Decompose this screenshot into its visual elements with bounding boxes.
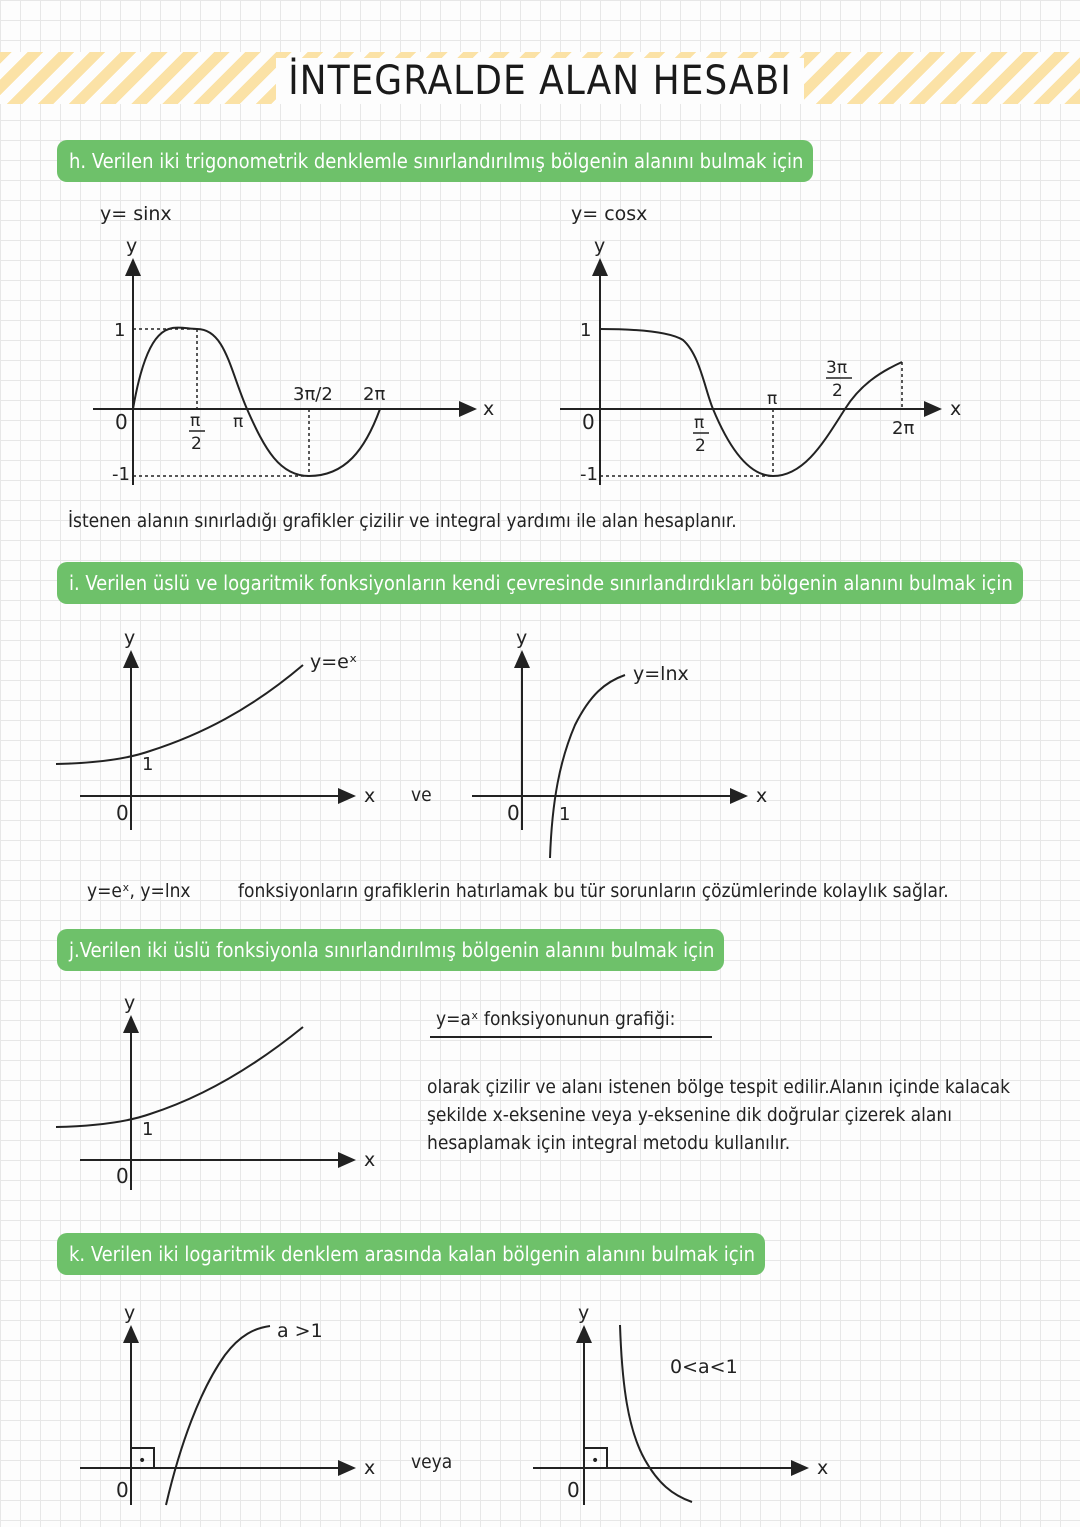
section-h-heading: h. Verilen iki trigonometrik denklemle sınırlandırılmış bölgenin alanını bulmak için <box>57 140 813 182</box>
log2-y-label: y <box>578 1302 590 1324</box>
ax-graph <box>0 985 400 1205</box>
ln-one-label: 1 <box>559 804 571 825</box>
sin-x-label: x <box>483 398 495 420</box>
sin-pi-half-num: π <box>190 411 201 431</box>
cos-neg-one-label: -1 <box>580 464 598 485</box>
section-j-paragraph-line-1: olarak çizilir ve alanı istenen bölge tespit edilir.Alanın içinde kalacak <box>427 1076 1010 1098</box>
sin-two-pi-label: 2π <box>363 384 386 405</box>
page-title <box>0 58 1080 104</box>
section-j-graph-label: y=aˣ fonksiyonunun grafiği: <box>436 1008 676 1030</box>
log1-cond-label: a >1 <box>277 1320 323 1342</box>
ax-x-label: x <box>364 1149 376 1171</box>
sin-three-pi-half-label: 3π/2 <box>293 384 333 405</box>
section-i-note: fonksiyonların grafiklerin hatırlamak bu tür sorunların çözümlerinde kolaylık sağlar. <box>238 880 949 902</box>
cos-y-label: y <box>594 235 606 257</box>
section-j-paragraph-line-2: şekilde x-eksenine veya y-eksenine dik doğrular çizerek alanı <box>427 1104 952 1126</box>
cos-zero-label: 0 <box>582 410 595 434</box>
exp-one-label: 1 <box>142 754 154 775</box>
cos-three-pi-half-den: 2 <box>832 381 843 401</box>
sin-zero-label: 0 <box>115 410 128 434</box>
log1-x-label: x <box>364 1457 376 1479</box>
log2-x-label: x <box>817 1457 829 1479</box>
section-j-heading: j.Verilen iki üslü fonksiyonla sınırlandırılmış bölgenin alanını bulmak için <box>57 929 724 971</box>
cos-func-label: y= cosx <box>571 203 648 225</box>
ln-y-label: y <box>516 627 528 649</box>
log2-cond-label: 0<a<1 <box>670 1356 738 1378</box>
log2-zero-label: 0 <box>567 1478 580 1502</box>
cos-graph <box>0 190 1000 500</box>
ax-one-label: 1 <box>142 1119 154 1140</box>
cos-three-pi-half-num: 3π <box>826 358 848 378</box>
section-i-heading: i. Verilen üslü ve logaritmik fonksiyonların kendi çevresinde sınırlandırdıkları bölgenin alanını bulmak için <box>57 562 1023 604</box>
log1-zero-label: 0 <box>116 1478 129 1502</box>
section-i-note-funcs: y=eˣ, y=lnx <box>87 880 191 902</box>
cos-two-pi-label: 2π <box>892 418 915 439</box>
ln-func-label: y=lnx <box>633 663 689 685</box>
exp-func-label: y=eˣ <box>310 651 358 673</box>
section-j-paragraph-line-3: hesaplamak için integral metodu kullanılır. <box>427 1132 791 1154</box>
ln-curve <box>550 675 625 858</box>
ln-graph <box>0 620 800 870</box>
cos-pi-half-den: 2 <box>695 436 706 456</box>
log1-y-label: y <box>124 1302 136 1324</box>
section-h-note: İstenen alanın sınırladığı grafikler çizilir ve integral yardımı ile alan hesaplanır. <box>68 510 737 532</box>
ln-zero-label: 0 <box>507 801 520 825</box>
sin-func-label: y= sinx <box>100 203 172 225</box>
ax-y-label: y <box>124 992 136 1014</box>
ln-x-label: x <box>756 785 768 807</box>
sin-y-label: y <box>126 235 138 257</box>
section-k-connector: veya <box>411 1451 453 1473</box>
section-k-heading: k. Verilen iki logaritmik denklem arasında kalan bölgenin alanını bulmak için <box>57 1233 765 1275</box>
sin-one-label: 1 <box>114 320 126 341</box>
ax-zero-label: 0 <box>116 1164 129 1188</box>
exp-x-label: x <box>364 785 376 807</box>
section-i-connector: ve <box>411 784 432 806</box>
log2-right-angle-dot: • <box>591 1453 600 1469</box>
page-title-text: İNTEGRALDE ALAN HESABI <box>276 58 804 104</box>
log1-right-angle-dot: • <box>138 1453 147 1469</box>
exp-y-label: y <box>124 627 136 649</box>
sin-pi-label: π <box>233 412 244 432</box>
exp-zero-label: 0 <box>116 801 129 825</box>
cos-curve <box>600 329 902 476</box>
sin-neg-one-label: -1 <box>112 464 130 485</box>
sin-pi-half-den: 2 <box>191 434 202 454</box>
section-j-graph-label-underline <box>430 1036 712 1038</box>
log2-curve <box>620 1325 692 1502</box>
log-a-lt-1-graph <box>0 1295 840 1525</box>
cos-one-label: 1 <box>580 320 592 341</box>
ax-curve <box>56 1027 303 1127</box>
cos-pi-half-num: π <box>694 413 705 433</box>
cos-x-label: x <box>950 398 962 420</box>
cos-pi-label: π <box>767 389 778 409</box>
